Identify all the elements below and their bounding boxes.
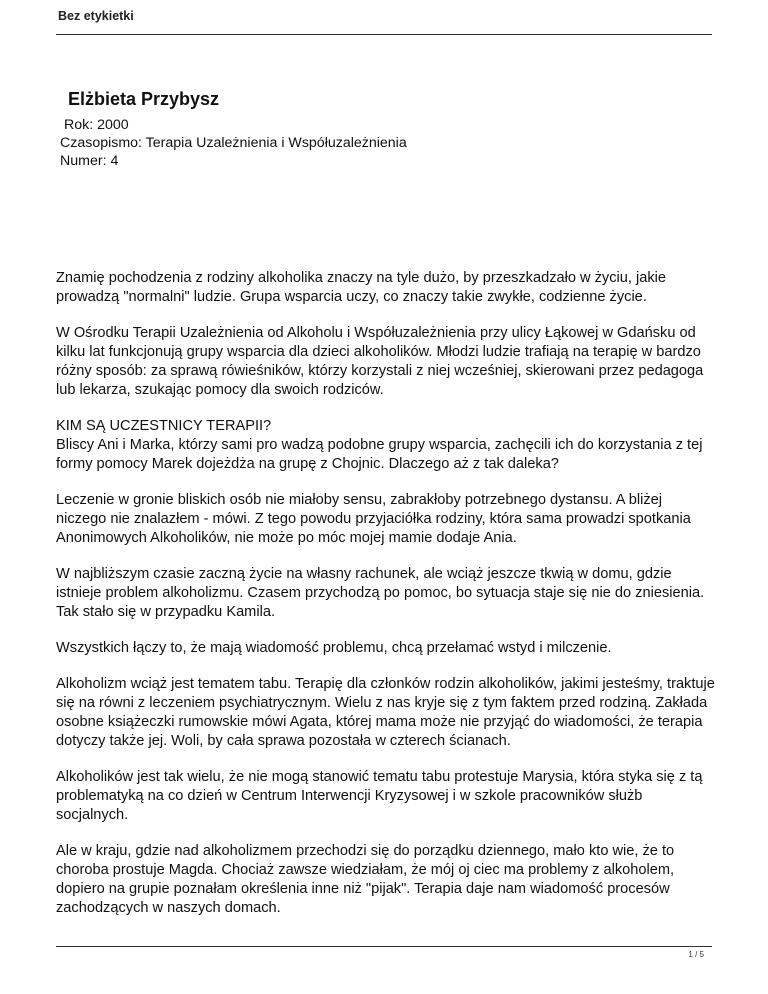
paragraph-5: W najbliższym czasie zaczną życie na własny rachunek, ale wciąż jeszcze tkwią w domu, gdzie istnieje problem alkoholizmu. Czasem przychodzą po pomoc, bo sytuacja staje się nie do zniesienia. Tak stało się w przypadku Kamila. bbox=[56, 566, 705, 620]
paragraph-3: KIM SĄ UCZESTNICY TERAPII? Bliscy Ani i Marka, którzy sami pro wadzą podobne grupy wsparcia, zachęcili ich do korzystania z tej formy pomocy Marek dojeżdża na grupę z Chojnic. Dlaczego aż z tak daleka? bbox=[56, 418, 703, 472]
paragraph-1: Znamię pochodzenia z rodziny alkoholika znaczy na tyle dużo, by przeszkadzało w życiu, jakie prowadzą "normalni" ludzie. Grupa wsparcia uczy, co znaczy takie zwykłe, codzienne życie. bbox=[56, 270, 667, 305]
document-header-title: Bez etykietki bbox=[58, 9, 134, 23]
paragraph-9: Ale w kraju, gdzie nad alkoholizmem przechodzi się do porządku dziennego, mało kto wie, że to choroba prostuje Magda. Chociaż zawsze wiedziałam, że mój oj ciec ma problemy z alkoholem, dopiero na grupie poznałam określenia inne niż "pijak". Terapia daje nam wiadomość procesów zachodzących w naszych domach. bbox=[56, 843, 675, 916]
article-body bbox=[56, 269, 716, 935]
paragraph-4: Leczenie w gronie bliskich osób nie miałoby sensu, zabrakłoby potrzebnego dystansu. A bliżej niczego nie znalazłem - mówi. Z tego powodu przyjaciółka rodziny, która sama prowadzi spotkania Anonimowych Alkoholików, nie może po móc mojej mamie dodaje Ania. bbox=[56, 492, 691, 546]
paragraph-6: Wszystkich łączy to, że mają wiadomość problemu, chcą przełamać wstyd i milczenie. bbox=[56, 640, 612, 656]
article-metadata bbox=[58, 88, 698, 170]
header-divider bbox=[56, 34, 712, 35]
publication-year: Rok: 2000 bbox=[64, 117, 129, 133]
issue-number: Numer: 4 bbox=[60, 153, 119, 169]
author-name: Elżbieta Przybysz bbox=[68, 89, 220, 109]
footer-divider bbox=[56, 946, 712, 947]
journal-name: Czasopismo: Terapia Uzależnienia i Współuzależnienia bbox=[60, 135, 407, 151]
page-number: 1 / 5 bbox=[688, 950, 704, 959]
paragraph-2: W Ośrodku Terapii Uzależnienia od Alkoholu i Współuzależnienia przy ulicy Łąkowej w Gdańsku od kilku lat funkcjonują grupy wsparcia dla dzieci alkoholików. Młodzi ludzie trafiają na terapię w bardzo różny sposób: za sprawą rówieśników, którzy korzystali z niej wcześniej, skierowani przez pedagoga lub lekarza, szukając pomocy dla swoich rodziców. bbox=[56, 325, 704, 398]
paragraph-8: Alkoholików jest tak wielu, że nie mogą stanowić tematu tabu protestuje Marysia, która styka się z tą problematyką na co dzień w Centrum Interwencji Kryzysowej i w szkole pracowników służb socjalnych. bbox=[56, 769, 703, 823]
paragraph-7: Alkoholizm wciąż jest tematem tabu. Terapię dla członków rodzin alkoholików, jakimi jesteśmy, traktuje się na równi z leczeniem psychiatrycznym. Wielu z nas kryje się z tym faktem przed rodziną. Zakłada osobne książeczki rumowskie mówi Agata, której mama może nie przyjąć do wiadomości, że terapia dotyczy także jej. Woli, by cała sprawa pozostała w czterech ścianach. bbox=[56, 676, 715, 749]
